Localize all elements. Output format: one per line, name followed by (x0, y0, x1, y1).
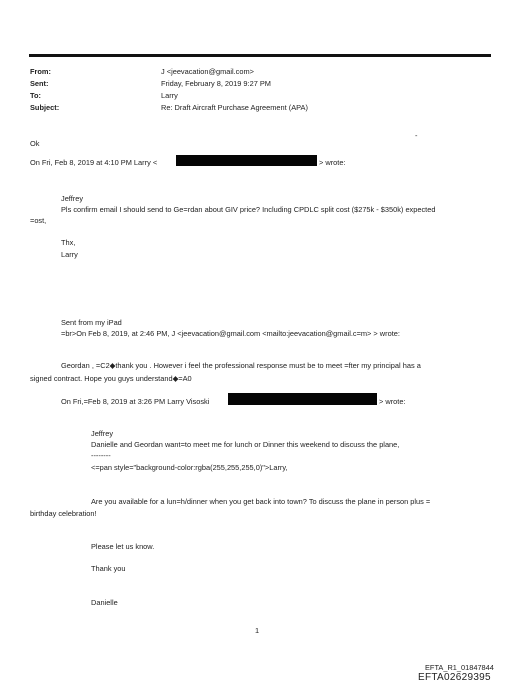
span-style-line: <=pan style="background-color:rgba(255,255,255,0)">Larry, (91, 463, 288, 472)
quote-header-3-prefix: On Fri,=Feb 8, 2019 at 3:26 PM Larry Visoski (61, 397, 210, 406)
larry-signature: Larry (61, 250, 78, 259)
danielle-geordan-line: Danielle and Geordan want=to meet me for lunch or Dinner this weekend to discuss the plane, (91, 440, 400, 449)
geordan-line-2: signed contract. Hope you guys understand◆=A0 (30, 374, 192, 383)
quote-header-1-suffix: > wrote: (319, 158, 346, 167)
efta-id-primary: EFTA_R1_01847844 (425, 663, 494, 672)
tick-mark: - (415, 131, 418, 140)
thank-you-text: Thank you (91, 564, 126, 573)
danielle-signature: Danielle (91, 598, 118, 607)
redaction-bar (176, 155, 317, 166)
quote-header-2: =br>On Feb 8, 2019, at 2:46 PM, J <jeevacation@gmail.com <mailto:jeevacation@gmail.c=m> > wrote: (61, 329, 400, 338)
from-label: From: (30, 67, 51, 76)
available-line-2: birthday celebration! (30, 509, 97, 518)
subject-value: Re: Draft Aircraft Purchase Agreement (APA) (161, 103, 308, 112)
to-value: Larry (161, 91, 178, 100)
efta-id-secondary: EFTA02629395 (418, 672, 491, 683)
confirm-email-line: Pls confirm email I should send to Ge=rdan about GIV price? Including CPDLC split cost ($275k - $350k) expected (61, 205, 436, 214)
geordan-line-1: Geordan , =C2◆thank you . However i feel the professional response must be to meet =fter my principal has a (61, 361, 421, 370)
please-let-us-know: Please let us know. (91, 542, 155, 551)
subject-label: Subject: (30, 103, 60, 112)
available-line-1: Are you available for a lun=h/dinner when you get back into town? To discuss the plane in person plus = (91, 497, 431, 506)
header-rule (29, 54, 491, 57)
sent-from-ipad: Sent from my iPad (61, 318, 122, 327)
ok-text: Ok (30, 139, 40, 148)
dash-separator: -------- (91, 451, 111, 460)
redaction-bar (228, 393, 377, 405)
to-label: To: (30, 91, 41, 100)
jeffrey-greeting-2: Jeffrey (91, 429, 114, 438)
quote-header-1 (30, 158, 157, 167)
page-number: 1 (255, 626, 260, 635)
quote-header-3-suffix: > wrote: (379, 397, 406, 406)
quote-header-1-prefix: On Fri, Feb 8, 2019 at 4:10 PM Larry < (30, 158, 158, 167)
cost-line: =ost, (30, 216, 47, 225)
jeffrey-greeting-1: Jeffrey (61, 194, 84, 203)
thx-text: Thx, (61, 238, 76, 247)
from-value: J <jeevacation@gmail.com> (161, 67, 254, 76)
sent-label: Sent: (30, 79, 49, 88)
sent-value: Friday, February 8, 2019 9:27 PM (161, 79, 271, 88)
